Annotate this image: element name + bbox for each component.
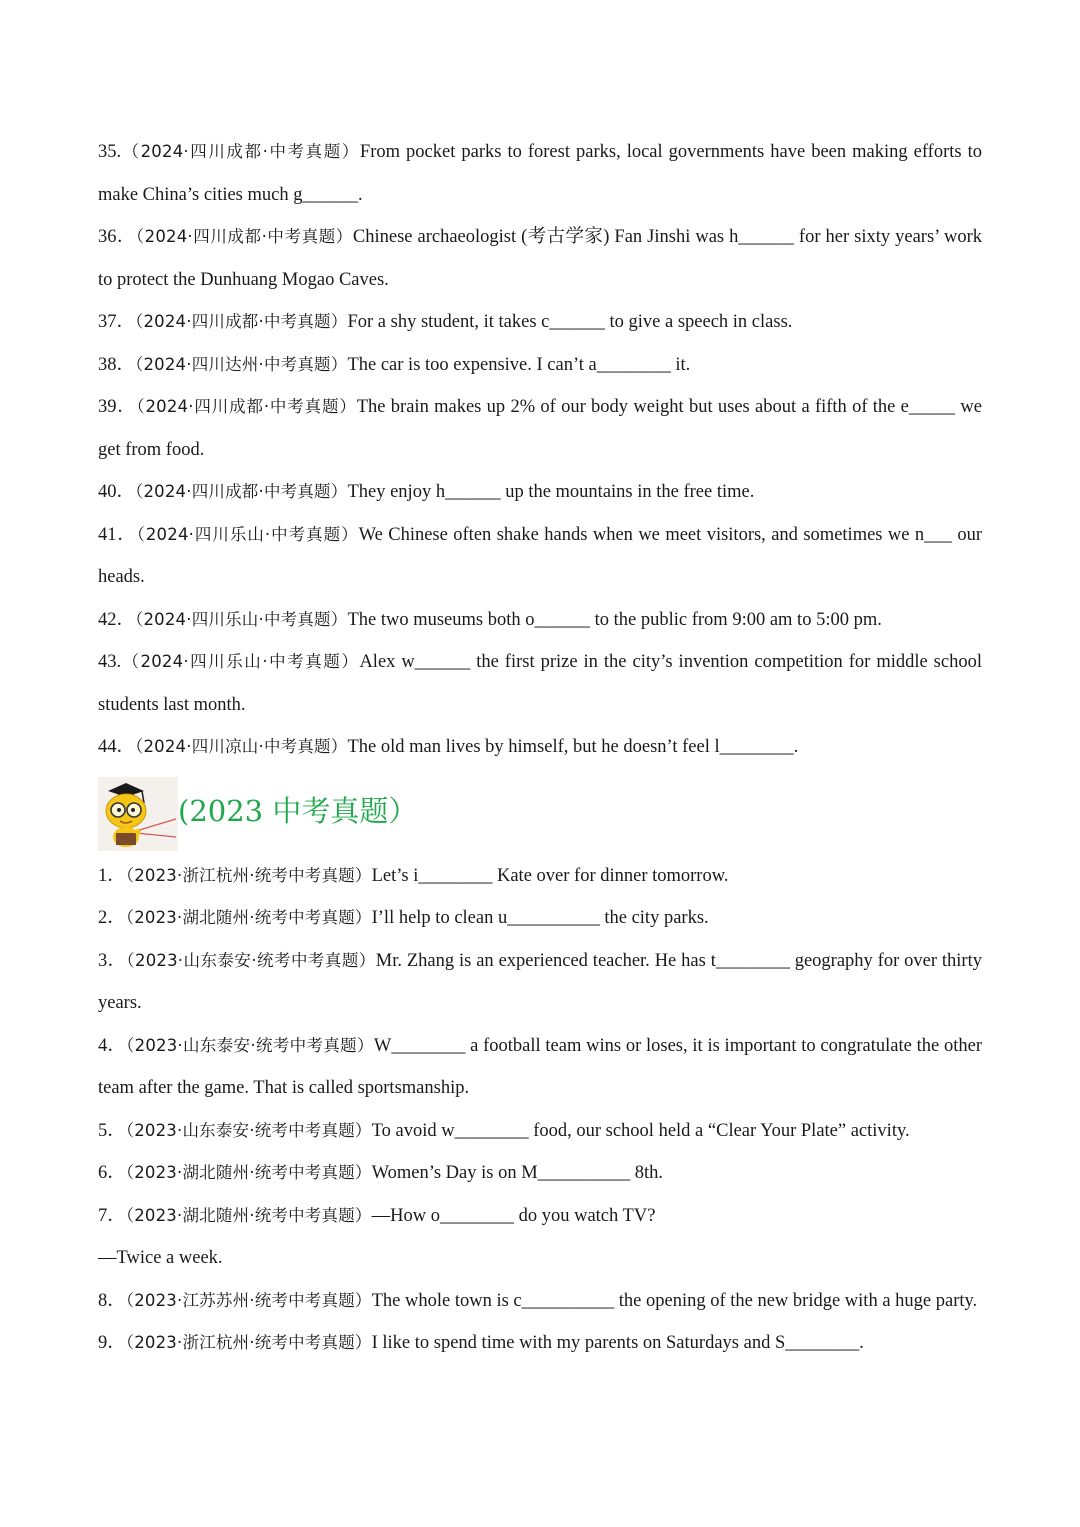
question-source: （2023·江苏苏州·统考中考真题） xyxy=(125,1290,372,1310)
question-text: The whole town is c__________ the opening of the new bridge with a huge party. xyxy=(371,1290,978,1311)
question-item xyxy=(98,1195,982,1238)
section-header-2023 xyxy=(98,773,982,855)
question-text: Chinese archaeologist (考古学家) Fan Jinshi was h______ for her sixty years’ work to protect the Dunhuang Mogao Caves. xyxy=(98,227,982,290)
question-item xyxy=(98,1322,982,1365)
question-source: （2024·四川成都·中考真题） xyxy=(121,142,360,161)
question-item xyxy=(98,1025,982,1110)
section-title: (2023 中考真题） xyxy=(178,793,418,828)
question-item xyxy=(98,726,982,769)
question-item xyxy=(98,1110,982,1153)
question-text: Let’s i________ Kate over for dinner tomorrow. xyxy=(371,865,729,886)
question-source: （2024·四川达州·中考真题） xyxy=(135,354,348,374)
question-number: 40． xyxy=(98,482,136,502)
question-item xyxy=(98,471,982,514)
question-item xyxy=(98,641,982,726)
question-number: 4． xyxy=(98,1035,127,1056)
question-text: —Twice a week. xyxy=(98,1248,223,1268)
question-text: To avoid w________ food, our school held a “Clear Your Plate” activity. xyxy=(371,1120,910,1141)
question-item xyxy=(98,514,982,599)
question-source: （2023·浙江杭州·统考中考真题） xyxy=(125,1333,372,1352)
question-number: 7． xyxy=(98,1205,126,1226)
question-number: 42． xyxy=(98,609,136,630)
question-number: 9． xyxy=(98,1333,126,1353)
question-number: 38． xyxy=(98,354,136,375)
question-number: 41． xyxy=(98,524,137,545)
question-text: The two museums both o______ to the public from 9:00 am to 5:00 pm. xyxy=(347,609,882,630)
question-text: I like to spend time with my parents on Saturdays and S________. xyxy=(371,1333,864,1353)
question-text: For a shy student, it takes c______ to give a speech in class. xyxy=(347,312,793,332)
cartoon-graduate-mascot-icon xyxy=(98,777,178,851)
question-item xyxy=(98,940,982,1025)
question-text: —How o________ do you watch TV? xyxy=(371,1205,656,1226)
question-source: （2024·四川成都·中考真题） xyxy=(135,227,353,246)
question-text: The old man lives by himself, but he doesn’t feel l________. xyxy=(347,737,799,757)
questions-2024 xyxy=(98,131,982,769)
question-number: 36． xyxy=(98,227,136,247)
question-source: （2023·山东泰安·统考中考真题） xyxy=(126,1035,374,1055)
question-item xyxy=(98,216,982,301)
question-text: They enjoy h______ up the mountains in the free time. xyxy=(347,482,755,502)
question-source: （2023·湖北随州·统考中考真题） xyxy=(125,908,372,927)
question-number: 2． xyxy=(98,908,126,928)
question-number: 5． xyxy=(98,1120,126,1141)
question-item xyxy=(98,897,982,940)
question-list xyxy=(98,131,982,1365)
question-text: Mr. Zhang is an experienced teacher. He has t________ geography for over thirty years. xyxy=(98,950,982,1013)
question-item xyxy=(98,386,982,471)
question-number: 39． xyxy=(98,397,137,417)
question-item xyxy=(98,1152,982,1195)
questions-2023 xyxy=(98,855,982,1365)
question-source: （2024·四川乐山·中考真题） xyxy=(121,652,360,671)
question-item xyxy=(98,131,982,216)
question-source: （2023·湖北随州·统考中考真题） xyxy=(125,1205,372,1225)
question-source: （2023·湖北随州·统考中考真题） xyxy=(125,1163,372,1182)
question-item xyxy=(98,855,982,898)
question-text: I’ll help to clean u__________ the city parks. xyxy=(371,908,709,928)
question-number: 37． xyxy=(98,312,136,332)
question-source: （2023·山东泰安·统考中考真题） xyxy=(125,1120,372,1140)
question-source: （2023·浙江杭州·统考中考真题） xyxy=(125,865,372,885)
question-number: 8． xyxy=(98,1290,126,1311)
question-item xyxy=(98,1280,982,1323)
question-item xyxy=(98,344,982,387)
question-text: Alex w______ the first prize in the city’s invention competition for middle school students last month. xyxy=(98,652,982,715)
question-number: 1． xyxy=(98,865,126,886)
question-text: The car is too expensive. I can’t a________ it. xyxy=(347,354,691,375)
question-source: （2024·四川成都·中考真题） xyxy=(135,482,348,501)
question-source: （2024·四川凉山·中考真题） xyxy=(135,737,348,756)
question-number: 43. xyxy=(98,652,122,672)
question-item xyxy=(98,301,982,344)
question-number: 6． xyxy=(98,1163,126,1183)
question-item xyxy=(98,599,982,642)
question-text: We Chinese often shake hands when we meet visitors, and sometimes we n___ our heads. xyxy=(98,524,982,587)
question-text: W________ a football team wins or loses, it is important to congratulate the other team after the game. That is called sportsmanship. xyxy=(98,1035,982,1098)
question-source: （2024·四川乐山·中考真题） xyxy=(136,524,359,544)
question-text: From pocket parks to forest parks, local governments have been making efforts to make China’s cities much g______. xyxy=(98,142,983,205)
question-number: 3． xyxy=(98,950,127,971)
question-source: （2024·四川乐山·中考真题） xyxy=(135,609,348,629)
question-text: Women’s Day is on M__________ 8th. xyxy=(371,1163,664,1183)
question-source: （2024·四川成都·中考真题） xyxy=(135,312,348,331)
question-source: （2024·四川成都·中考真题） xyxy=(136,397,357,416)
question-number: 35. xyxy=(98,142,122,162)
question-item xyxy=(98,1237,982,1280)
question-source: （2023·山东泰安·统考中考真题） xyxy=(126,950,376,970)
question-text: The brain makes up 2% of our body weight but uses about a fifth of the e_____ we get from food. xyxy=(98,397,982,460)
question-number: 44． xyxy=(98,737,136,757)
